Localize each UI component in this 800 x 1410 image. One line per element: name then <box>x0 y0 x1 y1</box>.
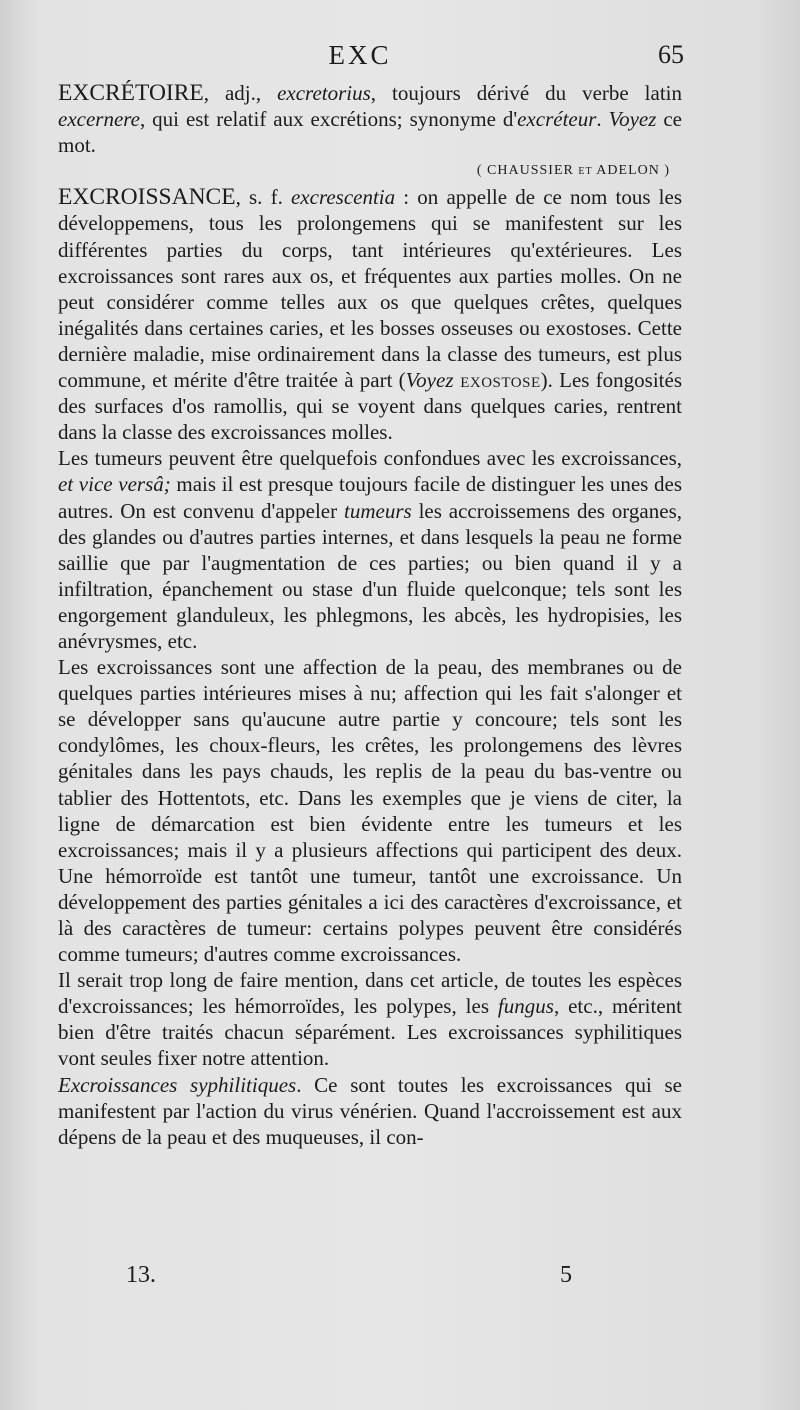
entry-excroissance <box>58 184 682 445</box>
italic-term: tumeurs <box>344 498 412 523</box>
text-run: , adj., <box>203 81 278 105</box>
latin-term: excretorius <box>277 81 371 105</box>
headword-excretoire: EXCRÉTOIRE <box>58 80 204 106</box>
text-run: , s. f. <box>235 185 291 210</box>
page-footer <box>0 1262 800 1302</box>
text-run: . <box>596 107 609 132</box>
running-head: EXC <box>328 40 392 70</box>
text-run: ce mot. <box>58 107 682 158</box>
reference-exostose: exostose <box>453 368 541 393</box>
text-run: , etc., méritent bien d'être traités chacun séparément. Les excroissances syphilitiques vont seules fixer notre attention. <box>58 994 682 1071</box>
body-text <box>58 80 682 1150</box>
cross-reference: Voyez <box>608 107 657 132</box>
volume-number: 13. <box>126 1262 156 1288</box>
cross-reference: Voyez <box>405 368 454 393</box>
text-run: , toujours dérivé du verbe latin <box>370 81 683 105</box>
italic-phrase: et vice versâ; <box>58 472 171 497</box>
synonym: excréteur <box>517 107 597 132</box>
headword-excroissance: EXCROISSANCE <box>58 184 236 211</box>
page-number: 65 <box>658 40 684 69</box>
subheading: Excroissances syphilitiques <box>58 1072 297 1097</box>
italic-term: fungus <box>497 994 554 1019</box>
text-run: : on appelle de ce nom tous les développemens, tous les prolongemens qui se manifestent sur les différentes parties du corps, tant intérieures qu'extérieures. Les excroissances sont rares aux os, et fréquentes aux parties molles. On ne peut considérer comme telles aux os que quelques crêtes, quelques inégalités dans certaines caries, et les bosses osseuses ou exostoses. Cette dernière maladie, mise ordinairement dans la classe des tumeurs, est plus commune, et mérite d'être traitée à part ( <box>58 185 682 393</box>
paragraph-syphilitiques <box>58 1072 682 1150</box>
text-run: , qui est relatif aux excrétions; synonyme d' <box>140 107 518 132</box>
author-signature: ( CHAUSSIER et ADELON ) <box>476 163 670 179</box>
paragraph-tumeurs <box>58 445 682 654</box>
paragraph-especes <box>58 967 682 1071</box>
running-header <box>0 40 800 80</box>
text-run: ). Les fongosités des surfaces d'os ramollis, qui se voyent dans quelques caries, rentrent dans la classe des excroissances molles. <box>58 368 682 445</box>
text-run: Il serait trop long de faire mention, dans cet article, de toutes les espèces d'excroissances; les hémorroïdes, les polypes, les <box>58 968 682 1019</box>
paragraph-excroissances: Les excroissances sont une affection de la peau, des membranes ou de quelques parties intérieures mises à nu; affection qui les fait s'alonger et se développer sans qu'aucune autre partie y concoure; tels sont les condylômes, les choux-fleurs, les crêtes, les prolongemens des lèvres génitales dans les pays chauds, les replis de la peau du bas-ventre ou tablier des Hottentots, etc. Dans les exemples que je viens de citer, la ligne de démarcation est bien évidente entre les tumeurs et les excroissances; mais il y a plusieurs affections qui participent des deux. Une hémorroïde est tantôt une tumeur, tantôt une excroissance. Un développement des parties génitales a ici des caractères d'excroissance, et là des caractères de tumeur: certains polypes peuvent être considérés comme tumeurs; d'autres comme excroissances. <box>58 655 682 967</box>
text-run: . Ce sont toutes les excroissances qui se manifestent par l'action du virus vénérien. Quand l'accroissement est aux dépens de la peau et des muqueuses, il con- <box>58 1072 682 1149</box>
signature-mark: 5 <box>560 1262 572 1288</box>
latin-verb: excernere <box>58 107 140 132</box>
text-run: les accroissemens des organes, des glandes ou d'autres parties internes, et dans lesquels la peau ne forme saillie que par l'augmentation de ces parties; ou bien quand il y a infiltration, épanchement ou stase d'un fluide quelconque; tels sont les engorgement glanduleux, les phlegmons, les abcès, les hydropisies, les anévrysmes, etc. <box>58 498 682 653</box>
text-run: mais il est presque toujours facile de distinguer les unes des autres. On est convenu d'appeler <box>58 472 682 523</box>
entry-excretoire <box>58 80 682 158</box>
latin-term: excrescentia <box>290 185 396 210</box>
text-run: Les tumeurs peuvent être quelquefois confondues avec les excroissances, <box>58 446 682 471</box>
